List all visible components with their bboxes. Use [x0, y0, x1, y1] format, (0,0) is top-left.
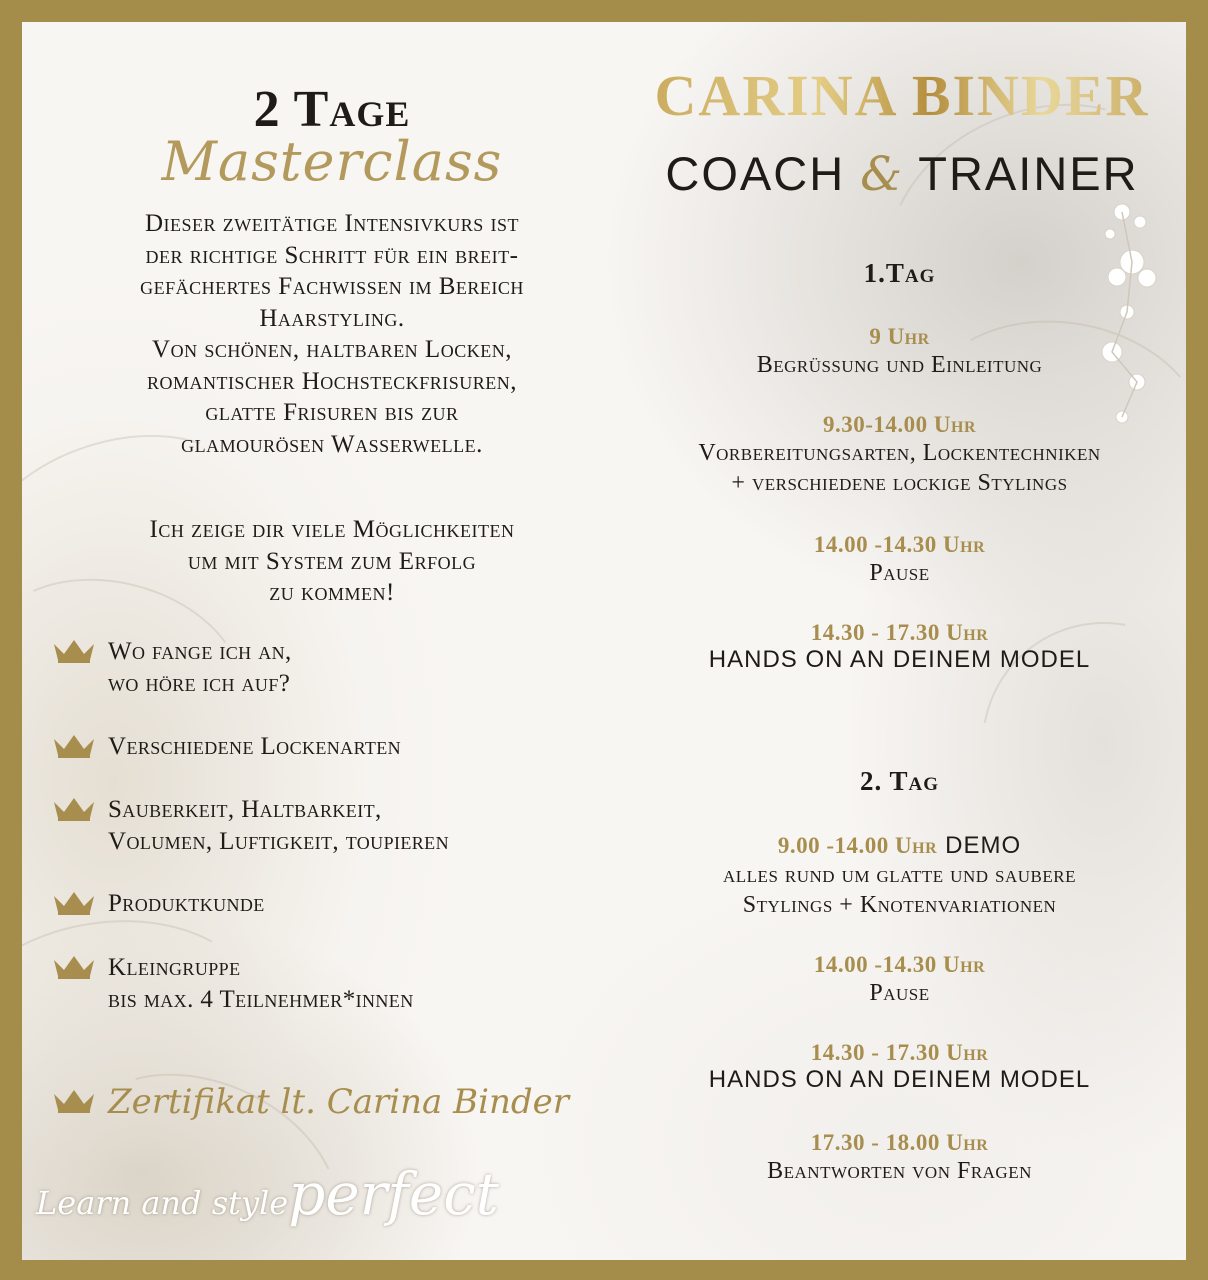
list-item-text: Kleingruppe — [108, 954, 241, 981]
intro-text — [42, 208, 622, 460]
flower-pin-icon — [1082, 182, 1182, 442]
schedule-item — [622, 324, 1177, 380]
schedule-item — [622, 1040, 1177, 1094]
demo-label: DEMO — [945, 832, 1022, 859]
brand-role — [622, 146, 1182, 202]
flyer-panel — [22, 22, 1186, 1260]
schedule-item — [622, 620, 1177, 674]
schedule-time: 14.00 -14.30 Uhr — [813, 532, 986, 557]
schedule-time: 14.30 - 17.30 Uhr — [810, 1040, 989, 1065]
intro-line: Dieser zweitätige Intensivkurs ist — [144, 210, 520, 237]
schedule-time: 9.00 -14.00 Uhr — [777, 833, 938, 858]
list-item-text: bis max. 4 Teilnehmer*innen — [108, 985, 414, 1013]
schedule-item — [622, 952, 1177, 1008]
crown-icon — [52, 733, 96, 759]
schedule-desc: Stylings + Knotenvariationen — [742, 892, 1057, 918]
role-text: TRAINER — [904, 147, 1139, 200]
tagline-big: perfect — [288, 1160, 499, 1228]
intro-line: romantischer Hochsteckfrisuren, — [146, 367, 518, 395]
day1-schedule — [622, 258, 1177, 673]
list-item-text: Wo fange ich an, — [108, 638, 292, 665]
crown-icon — [52, 1088, 96, 1114]
schedule-desc: HANDS ON AN DEINEM MODEL — [708, 1066, 1091, 1093]
intro-line: zu kommen! — [269, 579, 395, 606]
intro-line: der richtige Schritt für ein breit- — [145, 241, 519, 269]
day2-schedule — [622, 766, 1177, 1184]
day-heading: 2. Tag — [859, 766, 940, 796]
list-item-text: Verschiedene Lockenarten — [108, 733, 402, 760]
crown-icon — [52, 954, 96, 980]
role-text: COACH — [665, 147, 861, 200]
schedule-item — [622, 412, 1177, 498]
intro-text-2 — [42, 514, 622, 609]
schedule-desc: + verschiedene lockige Stylings — [731, 470, 1068, 496]
schedule-time: 9 Uhr — [869, 324, 930, 349]
schedule-item — [622, 1130, 1177, 1186]
crown-icon — [52, 638, 96, 664]
certificate-text: Zertifikat lt. Carina Binder — [108, 1082, 569, 1122]
schedule-desc: Pause — [869, 560, 930, 586]
list-item-text: wo höre ich auf? — [108, 669, 291, 697]
intro-line: um mit System zum Erfolg — [187, 547, 477, 575]
tagline — [36, 1160, 499, 1228]
crown-icon — [52, 890, 96, 916]
schedule-desc: Begrüssung und Einleitung — [756, 352, 1043, 378]
schedule-desc: Pause — [869, 980, 930, 1006]
schedule-item — [622, 832, 1177, 920]
list-item-text: Sauberkeit, Haltbarkeit, — [108, 796, 382, 823]
list-item-text: Volumen, Luftigkeit, toupieren — [108, 827, 449, 855]
schedule-time: 14.00 -14.30 Uhr — [813, 952, 986, 977]
schedule-desc: HANDS ON AN DEINEM MODEL — [708, 646, 1091, 673]
intro-line: glamourösen Wasserwelle. — [181, 430, 483, 458]
schedule-desc: Vorbereitungsarten, Lockentechniken — [698, 440, 1101, 466]
intro-line: glatte Frisuren bis zur — [205, 399, 459, 426]
schedule-item — [622, 532, 1177, 588]
ampersand: & — [860, 147, 905, 202]
intro-line: gefächertes Fachwissen im Bereich — [140, 273, 524, 300]
day-heading: 1.Tag — [863, 258, 936, 288]
schedule-desc: alles rund um glatte und saubere — [723, 862, 1076, 888]
schedule-time: 14.30 - 17.30 Uhr — [810, 620, 989, 645]
intro-line: Von schönen, haltbaren Locken, — [152, 336, 512, 363]
tagline-small: Learn and style — [36, 1184, 289, 1222]
schedule-desc: Beantworten von Fragen — [767, 1158, 1032, 1184]
course-title: 2 Tage — [253, 81, 411, 138]
crown-icon — [52, 796, 96, 822]
schedule-time: 9.30-14.00 Uhr — [822, 412, 977, 437]
intro-line: Ich zeige dir viele Möglichkeiten — [149, 516, 515, 543]
list-item-text: Produktkunde — [108, 890, 265, 917]
intro-line: Haarstyling. — [259, 304, 405, 332]
brand-name: CARINA BINDER — [622, 62, 1182, 129]
schedule-time: 17.30 - 18.00 Uhr — [810, 1130, 989, 1155]
course-subtitle: Masterclass — [161, 130, 503, 193]
